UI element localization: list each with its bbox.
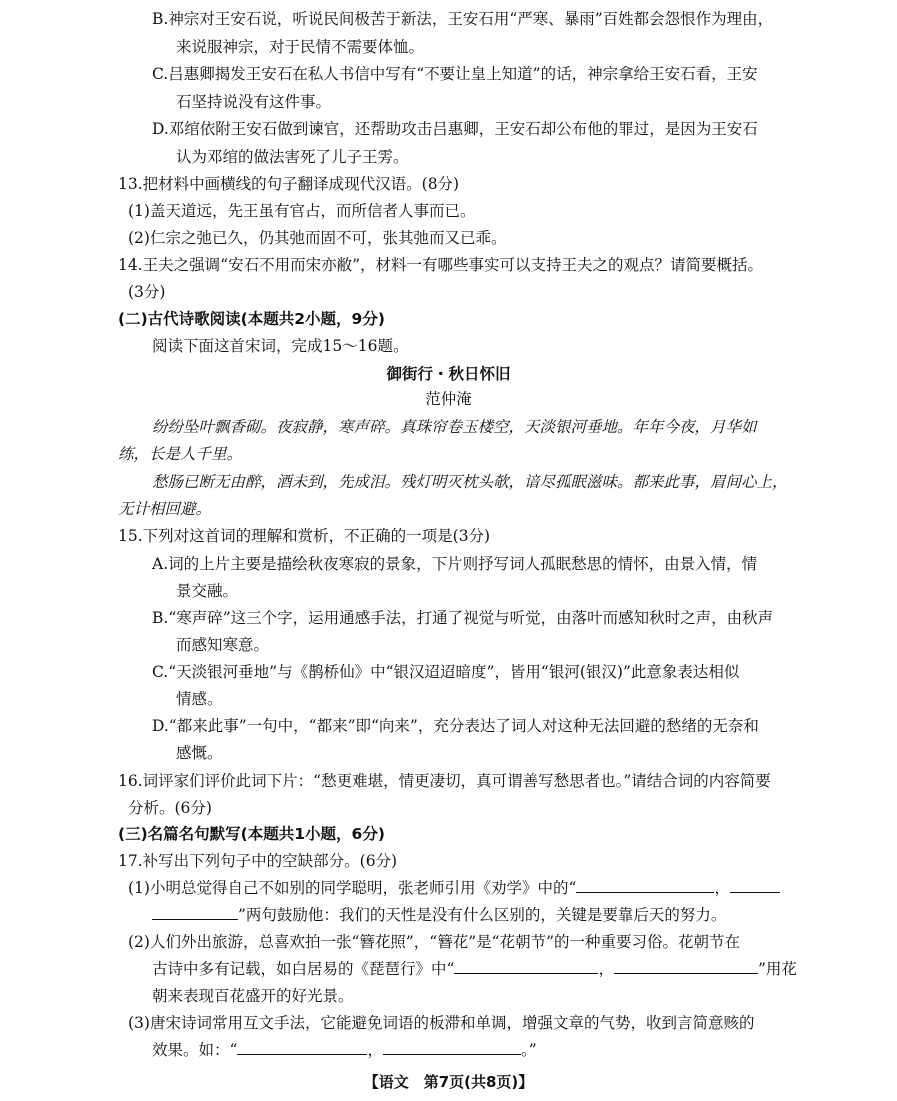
q17-item2-separator: ， bbox=[598, 960, 614, 978]
poem-title: 御街行・秋日怀旧 bbox=[386, 365, 511, 383]
q12-option-b-line1: B.神宗对王安石说，听说民间极苦于新法，王安石用“严寒、暴雨”百姓都会怨恨作为理由， bbox=[152, 10, 774, 28]
q12-option-c-line1: C.吕惠卿揭发王安石在私人书信中写有“不要让皇上知道”的话，神宗拿给王安石看，王安 bbox=[152, 65, 758, 83]
q15-option-d-line1: D.“都来此事”一句中，“都来”即“向来”，充分表达了词人对这种无法回避的愁绪的无奈和 bbox=[152, 717, 759, 735]
q14-stem-line2: (3分) bbox=[128, 283, 166, 301]
q17-item2-line2 bbox=[0, 958, 897, 980]
q17-item1-line2 bbox=[0, 904, 897, 926]
section3-heading: (三)名篇名句默写(本题共1小题，6分) bbox=[118, 825, 385, 843]
q17-item2-line1: (2)人们外出旅游，总喜欢拍一张“簪花照”，“簪花”是“花朝节”的一种重要习俗。花朝节在 bbox=[128, 933, 741, 951]
q15-option-a-line1: A.词的上片主要是描绘秋夜寒寂的景象，下片则抒写词人孤眠愁思的情怀，由景入情，情 bbox=[152, 555, 758, 573]
q13-sentence-2: (2)仁宗之弛已久，仍其弛而固不可，张其弛而又已乖。 bbox=[128, 229, 507, 247]
q17-item3-line2 bbox=[0, 1039, 897, 1061]
q15-option-b-line1: B.“寒声碎”这三个字，运用通感手法，打通了视觉与听觉，由落叶而感知秋时之声，由秋声 bbox=[152, 609, 774, 627]
q12-option-d-line1: D.邓绾依附王安石做到谏官，还帮助攻击吕惠卿，王安石却公布他的罪过，是因为王安石 bbox=[152, 120, 758, 138]
q17-item2-line3: 朝来表现百花盛开的好光景。 bbox=[152, 987, 354, 1005]
q15-option-c-line1: C.“天淡银河垂地”与《鹊桥仙》中“银汉迢迢暗度”，皆用“银河(银汉)”此意象表达相似 bbox=[152, 663, 740, 681]
q17-item1-line1 bbox=[0, 877, 897, 899]
q12-option-b-line2: 来说服神宗，对于民情不需要体恤。 bbox=[176, 38, 425, 56]
answer-blank-3[interactable] bbox=[454, 959, 598, 974]
section2-intro: 阅读下面这首宋词，完成15～16题。 bbox=[152, 337, 409, 355]
q17-item2-suffix: ”用花 bbox=[757, 960, 797, 978]
q13-sentence-1: (1)盖天道远，先王虽有官占，而所信者人事而已。 bbox=[128, 202, 476, 220]
poem-stanza1-line1: 纷纷坠叶飘香砌。夜寂静，寒声碎。真珠帘卷玉楼空，天淡银河垂地。年年今夜，月华如 bbox=[152, 418, 757, 436]
q17-item2-prefix: 古诗中多有记载，如白居易的《琵琶行》中“ bbox=[152, 960, 455, 978]
answer-blank-4[interactable] bbox=[614, 959, 758, 974]
answer-blank-6[interactable] bbox=[383, 1040, 521, 1055]
answer-blank-5[interactable] bbox=[237, 1040, 367, 1055]
q17-item3-line1: (3)唐宋诗词常用互文手法，它能避免词语的板滞和单调，增强文章的气势，收到言简意赅的 bbox=[128, 1014, 755, 1032]
q15-option-d-line2: 感慨。 bbox=[176, 744, 223, 762]
answer-blank-2b[interactable] bbox=[152, 905, 238, 920]
page-footer: 【语文 第7页(共8页)】 bbox=[363, 1073, 534, 1091]
q17-item3-prefix: 效果。如：“ bbox=[152, 1041, 238, 1059]
q13-stem: 13.把材料中画横线的句子翻译成现代汉语。(8分) bbox=[118, 175, 460, 193]
poem-author: 范仲淹 bbox=[425, 390, 472, 408]
q15-option-b-line2: 而感知寒意。 bbox=[176, 636, 270, 654]
q17-item1-suffix: ”两句鼓励他：我们的天性是没有什么区别的，关键是要靠后天的努力。 bbox=[238, 906, 727, 924]
poem-stanza1-line2: 练，长是人千里。 bbox=[118, 445, 243, 463]
q15-stem: 15.下列对这首词的理解和赏析，不正确的一项是(3分) bbox=[118, 527, 491, 545]
answer-blank-1[interactable] bbox=[576, 878, 714, 893]
q17-item1-separator: ， bbox=[714, 879, 730, 897]
q17-item1-prefix: (1)小明总觉得自己不如别的同学聪明，张老师引用《劝学》中的“ bbox=[128, 879, 577, 897]
q15-option-a-line2: 景交融。 bbox=[176, 582, 239, 600]
section2-heading: (二)古代诗歌阅读(本题共2小题，9分) bbox=[118, 310, 385, 328]
q16-stem-line1: 16.词评家们评价此词下片：“愁更难堪，情更凄切，真可谓善写愁思者也。”请结合词的内容简要 bbox=[118, 772, 771, 790]
poem-stanza2-line2: 无计相回避。 bbox=[118, 500, 212, 518]
q15-option-c-line2: 情感。 bbox=[176, 690, 223, 708]
answer-blank-2a[interactable] bbox=[730, 878, 780, 893]
poem-stanza2-line1: 愁肠已断无由醉，酒未到，先成泪。残灯明灭枕头欹，谙尽孤眠滋味。都来此事，眉间心上， bbox=[152, 473, 788, 491]
q12-option-c-line2: 石坚持说没有这件事。 bbox=[176, 93, 332, 111]
q17-item3-suffix: 。” bbox=[520, 1041, 537, 1059]
q17-stem: 17.补写出下列句子中的空缺部分。(6分) bbox=[118, 852, 398, 870]
q17-item3-separator: ， bbox=[367, 1041, 383, 1059]
q12-option-d-line2: 认为邓绾的做法害死了儿子王雱。 bbox=[176, 148, 409, 166]
q14-stem-line1: 14.王夫之强调“安石不用而宋亦敝”，材料一有哪些事实可以支持王夫之的观点？请简要概括。 bbox=[118, 256, 764, 274]
q16-stem-line2: 分析。(6分) bbox=[128, 799, 212, 817]
